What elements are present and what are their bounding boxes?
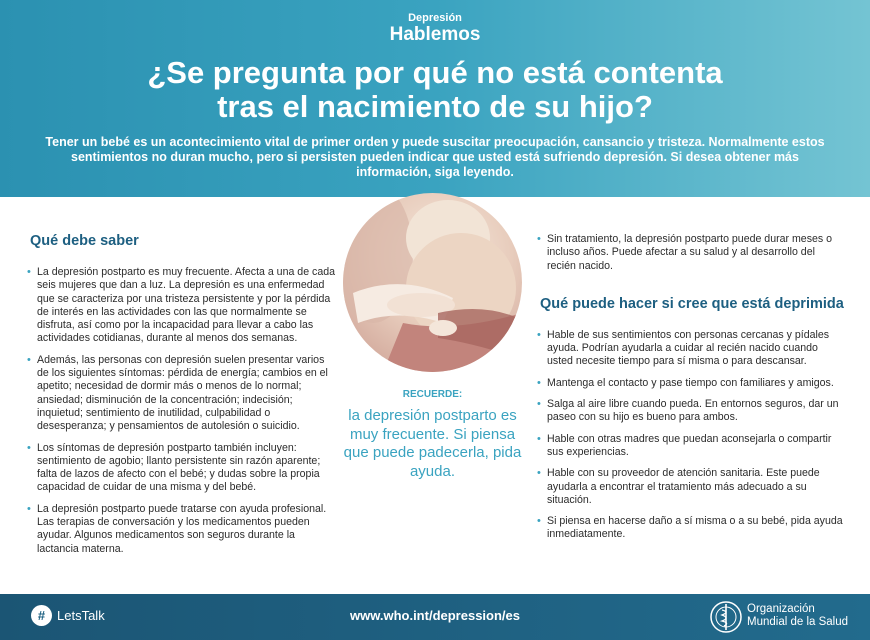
organization-name-line-2: Mundial de la Salud <box>747 616 849 628</box>
what-to-know-list <box>30 266 335 556</box>
list-item: • La depresión postparto puede tratarse con ayuda profesional. Las terapias de conversación y los medicamentos pueden ayudar. Algunos medicamentos son seguros durante la lactancia materna. <box>30 503 335 556</box>
campaign-brand: Hablemos <box>389 24 481 45</box>
list-item: • La depresión postparto es muy frecuente. Afecta a una de cada seis mujeres que dan a luz. La depresión es una enfermedad que se caracteriza por una tristeza persistente y por la pérdida de interés en las actividades con las que normalmente se disfruta, así como por la incapacidad para llevar a cabo las actividades cotidianas, durante al menos dos semanas. <box>30 266 335 346</box>
untreated-note-list <box>540 233 845 273</box>
hashtag-label: LetsTalk <box>57 608 105 623</box>
what-you-can-do-list <box>540 329 845 542</box>
list-item: • Sin tratamiento, la depresión postparto puede durar meses o incluso años. Puede afectar a su salud y al desarrollo del recién nacido. <box>540 233 845 273</box>
header-banner <box>0 0 870 197</box>
what-you-can-do-section <box>540 233 845 550</box>
organization-name-line-1: Organización <box>747 603 815 615</box>
list-item: • Si piensa en hacerse daño a sí misma o a su bebé, pida ayuda inmediatamente. <box>540 515 845 542</box>
page-title <box>0 56 870 124</box>
what-you-can-do-heading: Qué puede hacer si cree que está deprimida <box>540 295 844 312</box>
list-item: • Mantenga el contacto y pase tiempo con familiares y amigos. <box>540 377 845 390</box>
campaign-kicker: Depresión <box>408 12 462 24</box>
list-item: • Hable con su proveedor de atención sanitaria. Este puede ayudarla a encontrar el tratamiento más adecuado a su situación. <box>540 467 845 507</box>
title-line-1: ¿Se pregunta por qué no está contenta <box>147 55 723 90</box>
list-item: • Además, las personas con depresión suelen presentar varios de los siguientes síntomas: pérdida de energía; cambios en el apetito; necesidad de dormir más o menos de lo normal; ansiedad; disminución de la concentración; indecisión; inquietud; sentimiento de inutilidad, culpabilidad o desesperanza; y pensamientos de autolesión o suicidio. <box>30 354 335 434</box>
title-line-2: tras el nacimiento de su hijo? <box>217 89 653 124</box>
remember-message: la depresión postparto es muy frecuente. Si piensa que puede padecerla, pida ayuda. <box>343 407 522 480</box>
remember-label: RECUERDE: <box>402 389 463 400</box>
hashtag-icon: # <box>31 605 52 626</box>
list-item: • Hable con otras madres que puedan aconsejarla o compartir sus experiencias. <box>540 433 845 460</box>
what-to-know-heading: Qué debe saber <box>30 233 139 249</box>
organization-name <box>747 603 848 629</box>
who-emblem-icon <box>709 600 743 634</box>
intro-paragraph: Tener un bebé es un acontecimiento vital de primer orden y puede suscitar preocupación, cansancio y tristeza. Normalmente estos sentimientos no duran mucho, pero si persisten pueden indicar que usted está sufriendo depresión. Si desea obtener más información, siga leyendo. <box>45 135 825 179</box>
footer-bar <box>0 594 870 640</box>
mother-holding-baby-illustration <box>343 193 522 372</box>
list-item: • Hable de sus sentimientos con personas cercanas y pídales ayuda. Podrían ayudarla a cuidar al recién nacido cuando usted necesite tiempo para sí misma o para descansar. <box>540 329 845 369</box>
list-item: • Salga al aire libre cuando pueda. En entornos seguros, dar un paseo con su hijo es bueno para ambos. <box>540 398 845 425</box>
illustration-drawing <box>343 193 522 372</box>
website-link[interactable]: www.who.int/depression/es <box>350 608 520 623</box>
list-item: • Los síntomas de depresión postparto también incluyen: sentimiento de agobio; llanto persistente sin razón aparente; falta de lazos de afecto con el bebé; y dudas sobre la propia capacidad de cuidar de una misma y del bebé. <box>30 442 335 495</box>
what-to-know-section <box>30 232 335 564</box>
